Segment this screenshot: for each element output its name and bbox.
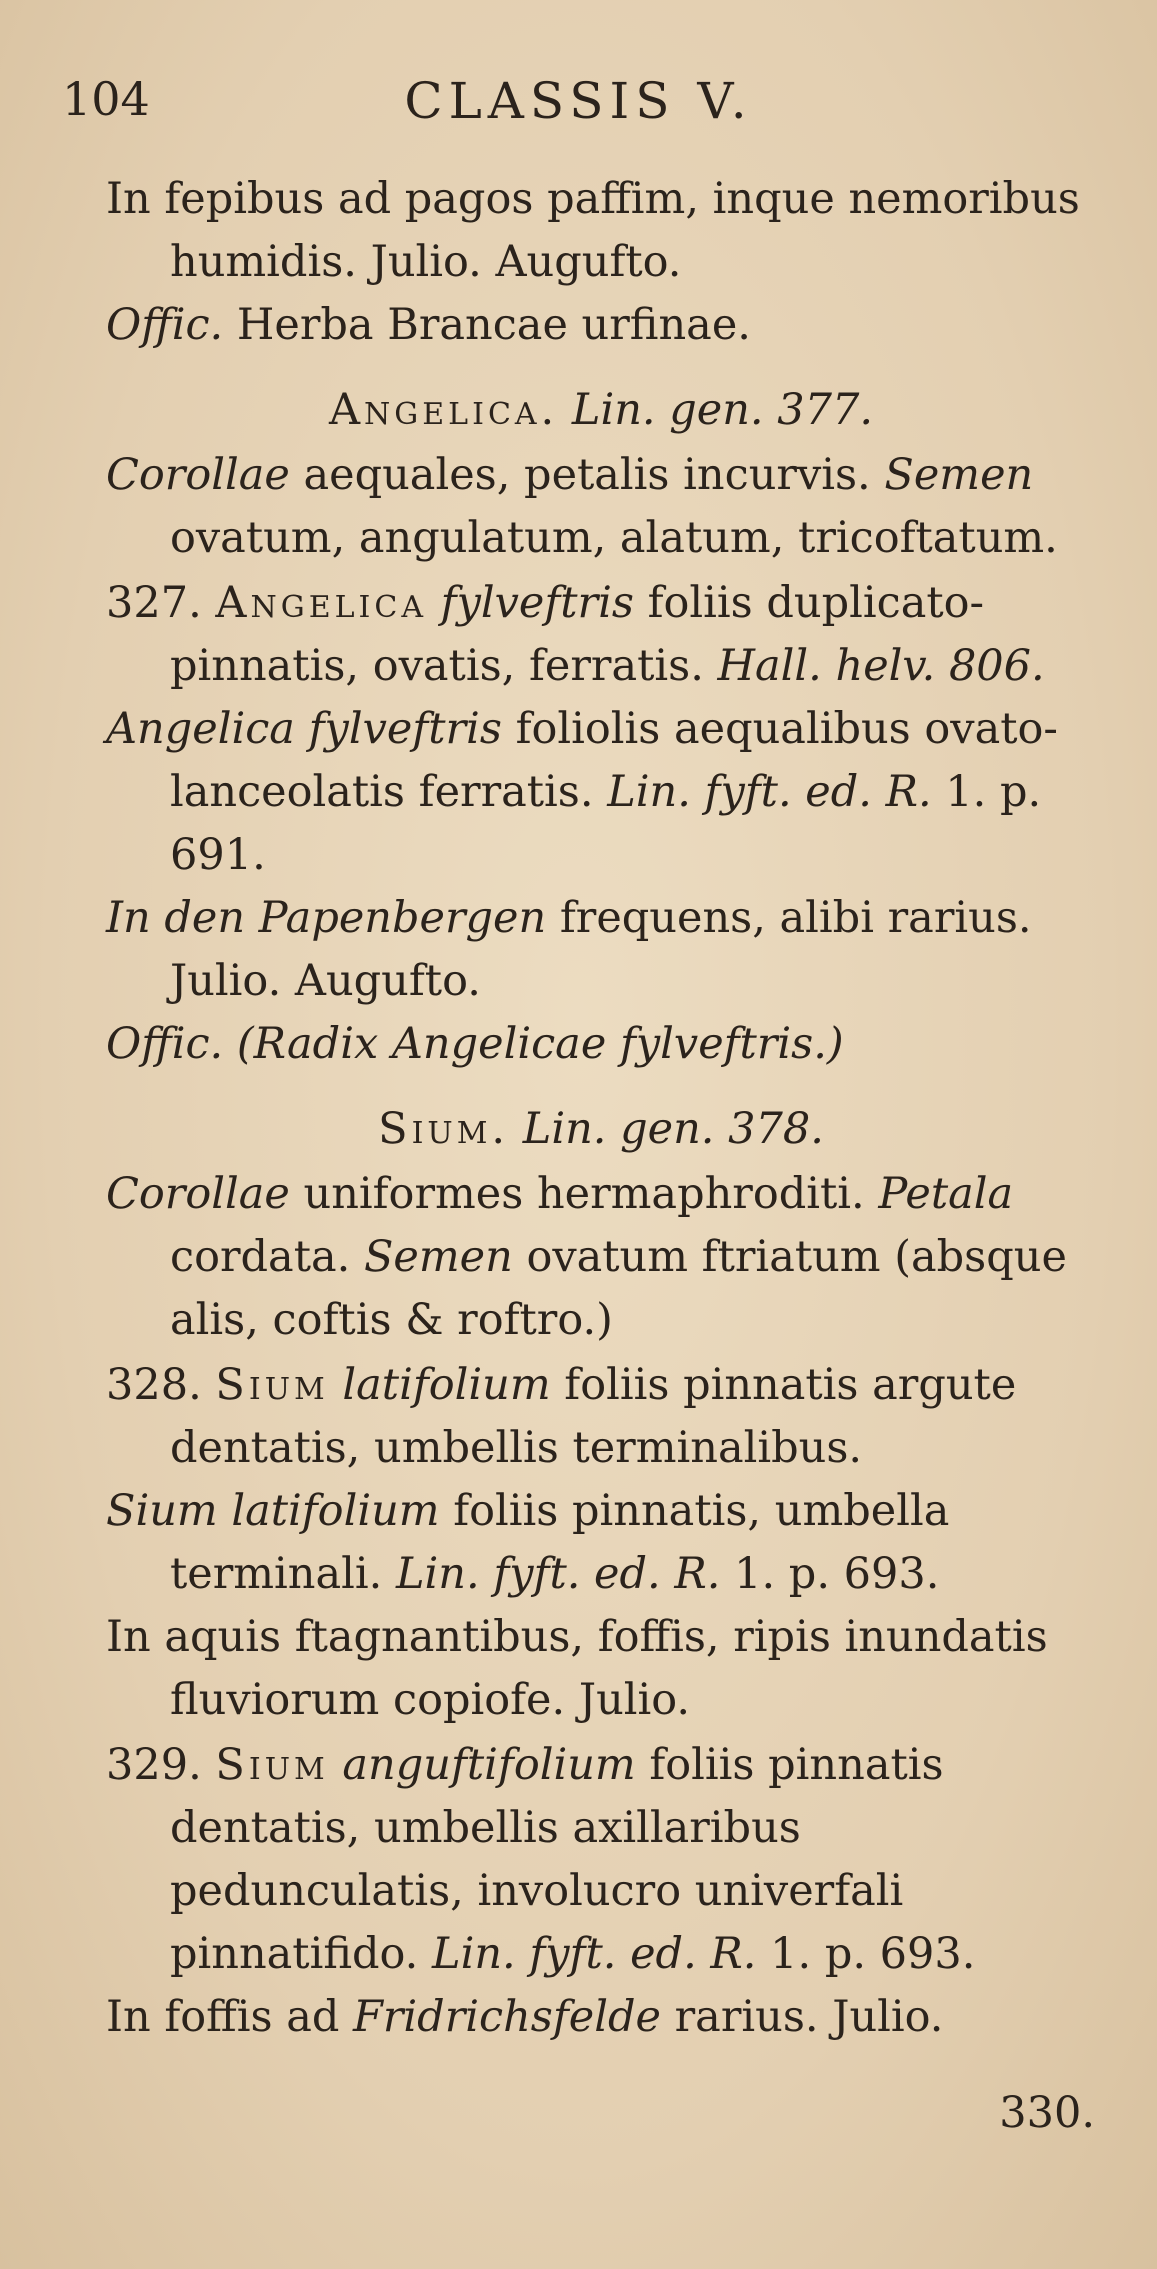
corollae-label: Corollae	[106, 450, 290, 500]
species-327	[106, 572, 1096, 698]
species-epithet: anguftifolium	[342, 1740, 636, 1790]
genus-description-angelica	[106, 444, 1096, 570]
species-description: foliis duplicato-pinnatis, ovatis, ferratis.	[170, 578, 985, 691]
petala-label: Petala	[878, 1169, 1014, 1219]
petala-text: cordata.	[170, 1232, 351, 1282]
locality-329	[106, 1986, 1096, 2049]
species-reference: Hall. helv. 806.	[717, 641, 1045, 691]
species-epithet: fylveftris	[440, 578, 634, 628]
offic-label: Offic.	[106, 1019, 224, 1069]
genus-name: Angelica.	[329, 385, 559, 435]
offic-paragraph	[106, 294, 1096, 357]
corollae-text: aequales, petalis incurvis.	[303, 450, 871, 500]
species-genus: Angelica	[215, 578, 427, 628]
page-body	[106, 168, 1096, 2049]
species-epithet: latifolium	[342, 1360, 551, 1410]
species-genus: Sium	[215, 1740, 329, 1790]
semen-text: ovatum, angulatum, alatum, tricoftatum.	[170, 513, 1058, 563]
locality-327	[106, 887, 1096, 1013]
locality-name: Fridrichsfelde	[353, 1992, 661, 2042]
species-329	[106, 1734, 1096, 1986]
page-number: 104	[62, 72, 150, 126]
synonym-name: Sium latifolium	[106, 1486, 440, 1536]
genus-reference: Lin. gen. 377.	[571, 385, 873, 435]
habitat-text: In fepibus ad pagos paffim, inque nemoribus humidis. Julio. Augufto.	[106, 174, 1080, 287]
species-number: 329.	[106, 1740, 202, 1790]
synonym-reference: Lin. fyft. ed. R.	[432, 1929, 757, 1979]
genus-heading-angelica	[106, 379, 1096, 442]
species-number: 327.	[106, 578, 202, 628]
species-description: foliis pinnatis argute dentatis, umbellis terminalibus.	[170, 1360, 1017, 1473]
semen-text: ovatum ftriatum (absque alis, coftis & roftro.)	[170, 1232, 1067, 1345]
synonym-reference: Lin. fyft. ed. R.	[395, 1549, 721, 1599]
page-header	[62, 72, 1095, 132]
locality-prefix: In foffis ad	[106, 1992, 340, 2042]
synonym-reference: Lin. fyft. ed. R.	[607, 767, 932, 817]
genus-reference: Lin. gen. 378.	[522, 1104, 824, 1154]
species-328	[106, 1354, 1096, 1480]
habitat-paragraph	[106, 168, 1096, 294]
locality-text: frequens, alibi rarius. Julio. Augufto.	[170, 893, 1032, 1006]
genus-heading-sium	[106, 1098, 1096, 1161]
habitat-328	[106, 1606, 1096, 1732]
semen-label: Semen	[884, 450, 1034, 500]
species-description: foliis pinnatis dentatis, umbellis axillaribus pedunculatis, involucro univerfali pinnatifido.	[170, 1740, 944, 1979]
offic-label: Offic.	[106, 300, 224, 350]
species-number: 328.	[106, 1360, 202, 1410]
synonym-name: Angelica fylveftris	[106, 704, 502, 754]
running-title: CLASSIS V.	[404, 72, 753, 130]
synonym-page: 1. p. 693.	[770, 1929, 976, 1979]
synonym-description: foliolis aequalibus ovato-lanceolatis ferratis.	[170, 704, 1058, 817]
synonym-description: foliis pinnatis, umbella terminali.	[170, 1486, 950, 1599]
offic-text: (Radix Angelicae fylveftris.)	[236, 1019, 844, 1069]
habitat-text: In aquis ftagnantibus, foffis, ripis inundatis fluviorum copiofe. Julio.	[106, 1612, 1048, 1725]
locality-suffix: rarius. Julio.	[674, 1992, 944, 2042]
genus-name: Sium.	[378, 1104, 510, 1154]
offic-text: Herba Brancae urfinae.	[236, 300, 751, 350]
genus-description-sium	[106, 1163, 1096, 1352]
synonym-327	[106, 698, 1096, 887]
synonym-328	[106, 1480, 1096, 1606]
catchword: 330.	[999, 2088, 1095, 2138]
species-genus: Sium	[215, 1360, 329, 1410]
corollae-label: Corollae	[106, 1169, 290, 1219]
semen-label: Semen	[363, 1232, 513, 1282]
synonym-page: 1. p. 691.	[170, 767, 1042, 880]
offic-327	[106, 1013, 1096, 1076]
corollae-text: uniformes hermaphroditi.	[303, 1169, 865, 1219]
synonym-page: 1. p. 693.	[734, 1549, 940, 1599]
locality-name: In den Papenbergen	[106, 893, 547, 943]
